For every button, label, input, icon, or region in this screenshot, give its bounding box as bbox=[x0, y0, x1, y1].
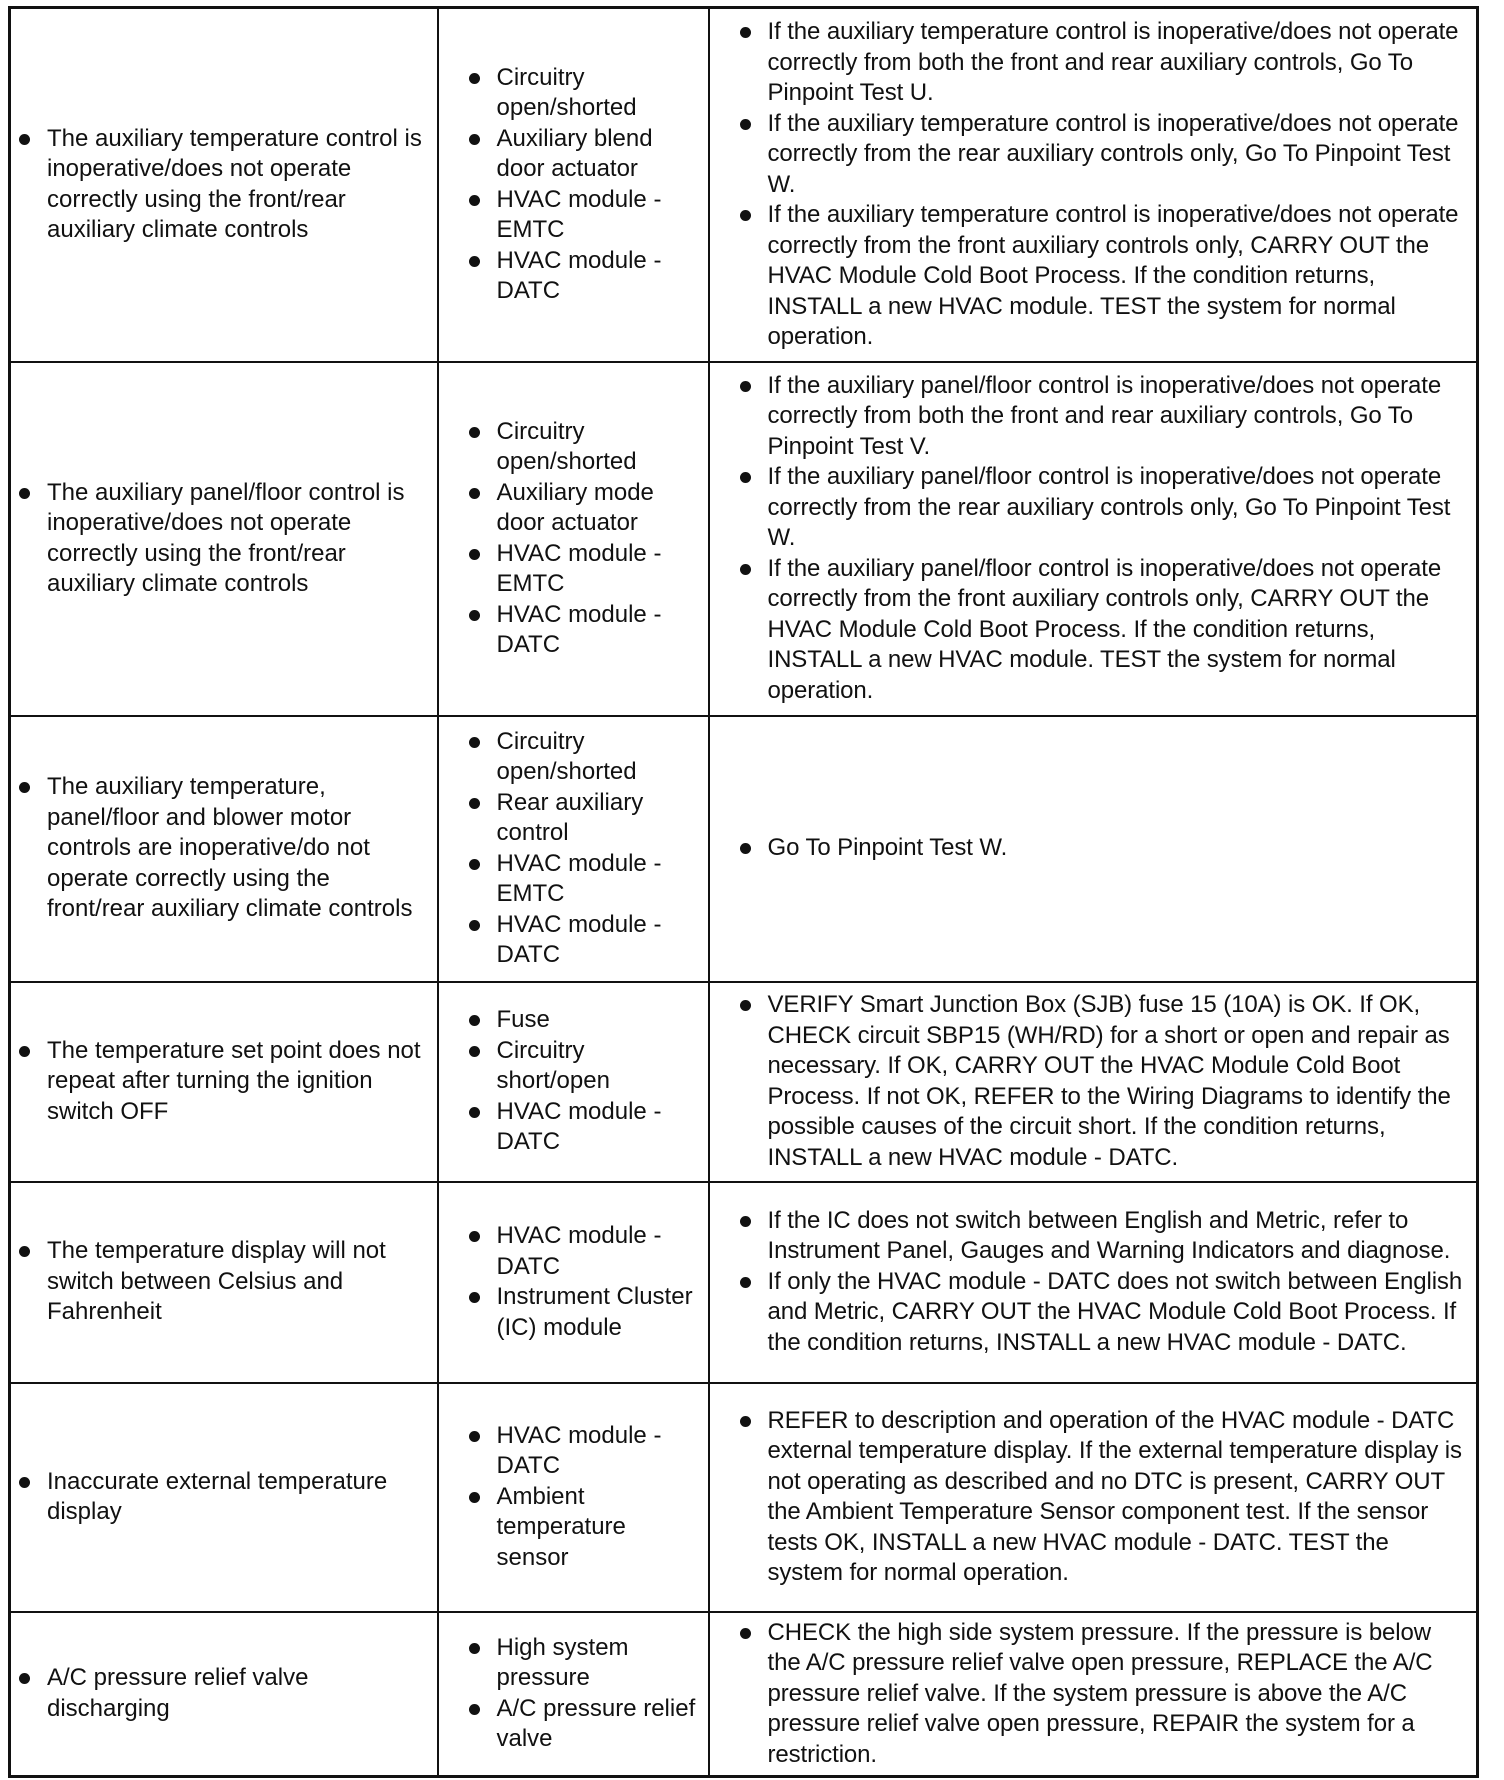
cause-item: HVAC module - DATC bbox=[497, 1097, 704, 1158]
possible-source-cell bbox=[438, 716, 709, 982]
cause-item: Rear auxiliary control bbox=[497, 788, 704, 849]
cause-item: Ambient temperature sensor bbox=[497, 1482, 704, 1574]
condition-text: The auxiliary temperature, panel/floor and blower motor controls are inoperative/do not operate correctly using the front/rear auxiliary climate controls bbox=[47, 772, 433, 925]
action-item: If the auxiliary temperature control is inoperative/does not operate correctly from both the front and rear auxiliary controls, Go To Pinpoint Test U. bbox=[768, 17, 1471, 109]
action-cell bbox=[709, 362, 1478, 716]
action-cell bbox=[709, 1612, 1478, 1777]
condition-text: The temperature display will not switch between Celsius and Fahrenheit bbox=[47, 1236, 433, 1328]
cause-item: HVAC module - DATC bbox=[497, 1421, 704, 1482]
table-row bbox=[10, 982, 1478, 1182]
condition-cell bbox=[10, 8, 438, 362]
table-row bbox=[10, 1383, 1478, 1612]
possible-source-cell bbox=[438, 1383, 709, 1612]
cause-item: HVAC module - EMTC bbox=[497, 185, 704, 246]
table-row bbox=[10, 716, 1478, 982]
table-row bbox=[10, 1182, 1478, 1383]
action-cell bbox=[709, 8, 1478, 362]
cause-item: Auxiliary blend door actuator bbox=[497, 124, 704, 185]
action-cell bbox=[709, 1383, 1478, 1612]
action-item: If only the HVAC module - DATC does not switch between English and Metric, CARRY OUT the HVAC Module Cold Boot Process. If the condition returns, INSTALL a new HVAC module - DATC. bbox=[768, 1267, 1471, 1359]
cause-item: Circuitry open/shorted bbox=[497, 727, 704, 788]
diagnosis-table bbox=[8, 6, 1479, 1778]
cause-item: Auxiliary mode door actuator bbox=[497, 478, 704, 539]
possible-source-cell bbox=[438, 8, 709, 362]
action-item: If the auxiliary temperature control is inoperative/does not operate correctly from the rear auxiliary controls only, Go To Pinpoint Test W. bbox=[768, 109, 1471, 201]
possible-source-cell bbox=[438, 982, 709, 1182]
action-item: CHECK the high side system pressure. If the pressure is below the A/C pressure relief valve open pressure, REPLACE the A/C pressure relief valve. If the system pressure is above the A/C pressure relief valve open pressure, REPAIR the system for a restriction. bbox=[768, 1618, 1471, 1771]
condition-text: The auxiliary panel/floor control is inoperative/does not operate correctly using the front/rear auxiliary climate controls bbox=[47, 478, 433, 600]
condition-text: The auxiliary temperature control is inoperative/does not operate correctly using the front/rear auxiliary climate controls bbox=[47, 124, 433, 246]
condition-cell bbox=[10, 362, 438, 716]
possible-source-cell bbox=[438, 1612, 709, 1777]
cause-item: HVAC module - EMTC bbox=[497, 849, 704, 910]
action-cell bbox=[709, 1182, 1478, 1383]
possible-source-cell bbox=[438, 362, 709, 716]
table-row bbox=[10, 362, 1478, 716]
cause-item: HVAC module - DATC bbox=[497, 246, 704, 307]
table-row bbox=[10, 8, 1478, 362]
condition-text: The temperature set point does not repeat after turning the ignition switch OFF bbox=[47, 1036, 433, 1128]
cause-item: Circuitry short/open bbox=[497, 1036, 704, 1097]
action-item: If the IC does not switch between English and Metric, refer to Instrument Panel, Gauges and Warning Indicators and diagnose. bbox=[768, 1206, 1471, 1267]
cause-item: Fuse bbox=[497, 1005, 704, 1036]
cause-item: Circuitry open/shorted bbox=[497, 417, 704, 478]
action-item: If the auxiliary panel/floor control is inoperative/does not operate correctly from the front auxiliary controls only, CARRY OUT the HVAC Module Cold Boot Process. If the condition returns, INSTALL a new HVAC module. TEST the system for normal operation. bbox=[768, 554, 1471, 707]
action-item: If the auxiliary panel/floor control is inoperative/does not operate correctly from the rear auxiliary controls only, Go To Pinpoint Test W. bbox=[768, 462, 1471, 554]
cause-item: HVAC module - DATC bbox=[497, 910, 704, 971]
cause-item: High system pressure bbox=[497, 1633, 704, 1694]
action-cell bbox=[709, 716, 1478, 982]
cause-item: Instrument Cluster (IC) module bbox=[497, 1282, 704, 1343]
condition-cell bbox=[10, 1383, 438, 1612]
action-item: REFER to description and operation of the HVAC module - DATC external temperature display. If the external temperature display is not operating as described and no DTC is present, CARRY OUT the Ambient Temperature Sensor component test. If the sensor tests OK, INSTALL a new HVAC module - DATC. TEST the system for normal operation. bbox=[768, 1406, 1471, 1589]
condition-cell bbox=[10, 1182, 438, 1383]
table-row bbox=[10, 1612, 1478, 1777]
condition-text: Inaccurate external temperature display bbox=[47, 1467, 433, 1528]
condition-text: A/C pressure relief valve discharging bbox=[47, 1663, 433, 1724]
cause-item: HVAC module - DATC bbox=[497, 600, 704, 661]
possible-source-cell bbox=[438, 1182, 709, 1383]
cause-item: HVAC module - EMTC bbox=[497, 539, 704, 600]
condition-cell bbox=[10, 1612, 438, 1777]
condition-cell bbox=[10, 716, 438, 982]
action-cell bbox=[709, 982, 1478, 1182]
cause-item: Circuitry open/shorted bbox=[497, 63, 704, 124]
action-item: If the auxiliary panel/floor control is inoperative/does not operate correctly from both the front and rear auxiliary controls, Go To Pinpoint Test V. bbox=[768, 371, 1471, 463]
cause-item: A/C pressure relief valve bbox=[497, 1694, 704, 1755]
action-item: If the auxiliary temperature control is inoperative/does not operate correctly from the front auxiliary controls only, CARRY OUT the HVAC Module Cold Boot Process. If the condition returns, INSTALL a new HVAC module. TEST the system for normal operation. bbox=[768, 200, 1471, 353]
cause-item: HVAC module - DATC bbox=[497, 1221, 704, 1282]
action-item: VERIFY Smart Junction Box (SJB) fuse 15 (10A) is OK. If OK, CHECK circuit SBP15 (WH/RD) for a short or open and repair as necessary. If OK, CARRY OUT the HVAC Module Cold Boot Process. If not OK, REFER to the Wiring Diagrams to identify the possible causes of the circuit short. If the condition returns, INSTALL a new HVAC module - DATC. bbox=[768, 990, 1471, 1173]
action-item: Go To Pinpoint Test W. bbox=[768, 833, 1471, 864]
condition-cell bbox=[10, 982, 438, 1182]
